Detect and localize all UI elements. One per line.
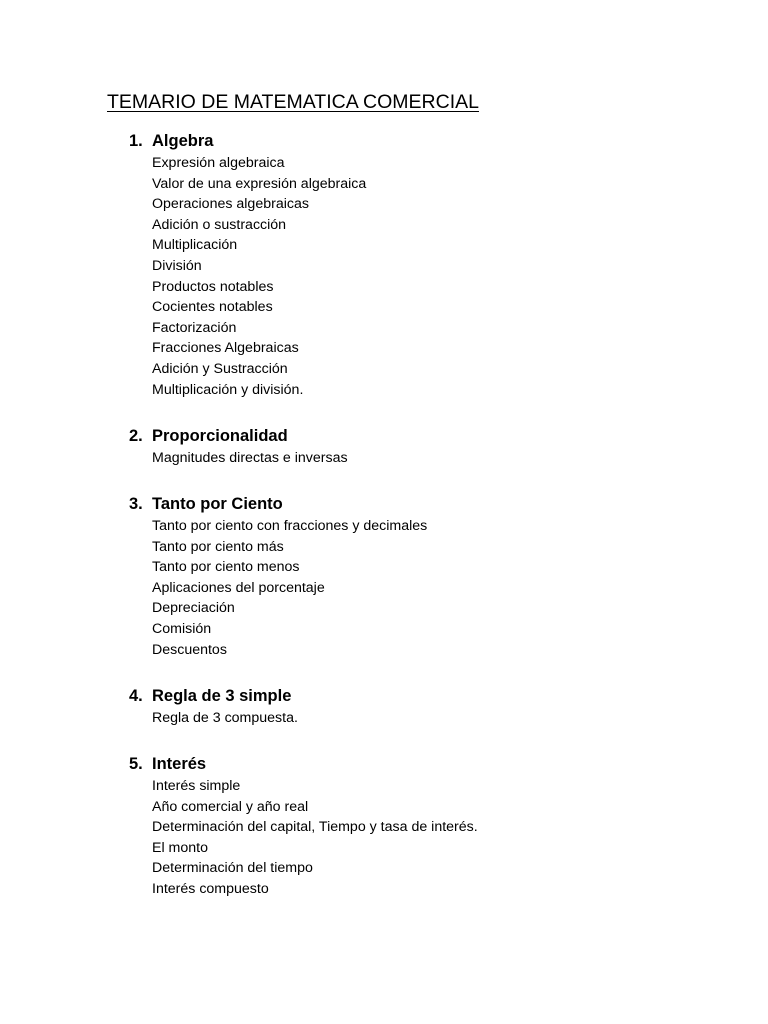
topic-item: Factorización (152, 319, 237, 336)
topic-item: Valor de una expresión algebraica (152, 175, 367, 192)
section-title: Proporcionalidad (152, 427, 288, 445)
topic-item: Adición o sustracción (152, 216, 287, 233)
topic-list (152, 448, 729, 469)
topic-list (152, 776, 729, 900)
topic-item: El monto (152, 839, 208, 856)
topic-item: Fracciones Algebraicas (152, 340, 299, 357)
topic-item: Tanto por ciento con fracciones y decimales (152, 518, 428, 534)
section-number: 5. (129, 755, 143, 773)
topic-item: Productos notables (152, 278, 274, 295)
section-title: Regla de 3 simple (152, 687, 292, 705)
topic-item: Interés simple (152, 778, 241, 794)
section-regla-de-3 (129, 686, 729, 729)
topic-item: División (152, 257, 202, 274)
section-number: 4. (129, 687, 143, 705)
topic-item: Cocientes notables (152, 299, 273, 316)
section-interes (129, 754, 729, 900)
topic-item: Año comercial y año real (152, 798, 309, 815)
section-tanto-por-ciento (129, 494, 729, 660)
topic-item: Regla de 3 compuesta. (152, 710, 298, 726)
section-number: 1. (129, 132, 143, 150)
section-heading (129, 494, 729, 514)
topic-item: Multiplicación y división. (152, 381, 304, 398)
topic-item: Comisión (152, 620, 212, 637)
section-title: Interés (152, 755, 207, 773)
topic-list (152, 708, 729, 729)
section-heading (129, 426, 729, 446)
topic-item: Multiplicación (152, 237, 238, 254)
section-number: 2. (129, 427, 143, 445)
section-title: Tanto por Ciento (152, 495, 283, 513)
topic-item: Interés compuesto (152, 880, 269, 897)
topic-item: Descuentos (152, 641, 227, 658)
topic-item: Determinación del tiempo (152, 860, 313, 877)
topic-list (152, 153, 729, 400)
topic-item: Operaciones algebraicas (152, 196, 309, 213)
section-proporcionalidad (129, 426, 729, 469)
topic-item: Aplicaciones del porcentaje (152, 579, 325, 596)
topic-list (152, 516, 729, 660)
topic-item: Adición y Sustracción (152, 360, 288, 377)
topic-item: Determinación del capital, Tiempo y tasa de interés. (152, 819, 478, 836)
section-algebra (129, 131, 729, 400)
section-heading (129, 131, 729, 151)
document-title: TEMARIO DE MATEMATICA COMERCIAL (107, 91, 479, 113)
section-number: 3. (129, 495, 143, 513)
section-title: Algebra (152, 132, 214, 150)
topic-item: Depreciación (152, 600, 235, 617)
topic-item: Magnitudes directas e inversas (152, 450, 348, 466)
topic-item: Expresión algebraica (152, 155, 285, 171)
topic-item: Tanto por ciento más (152, 538, 284, 555)
section-heading (129, 754, 729, 774)
section-heading (129, 686, 729, 706)
topic-item: Tanto por ciento menos (152, 559, 300, 576)
